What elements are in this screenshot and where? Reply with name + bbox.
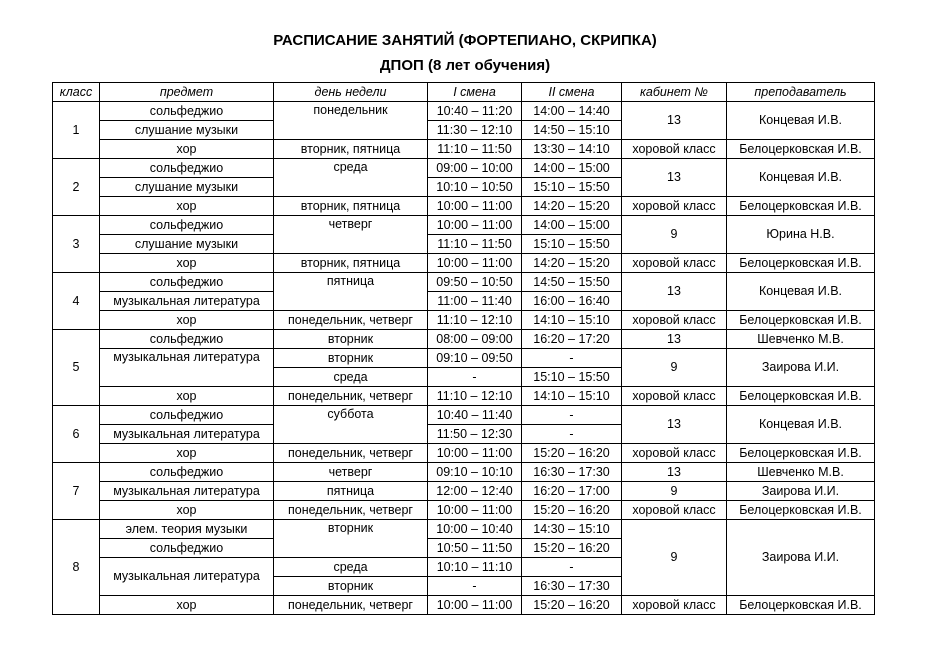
table-cell: 13 (622, 463, 727, 482)
table-cell: вторник, пятница (274, 254, 428, 273)
table-row (53, 406, 875, 425)
table-cell: сольфеджио (100, 102, 274, 121)
table-cell: 11:30 – 12:10 (428, 121, 522, 140)
table-row (53, 596, 875, 615)
table-cell: 10:00 – 11:00 (428, 501, 522, 520)
table-row (53, 311, 875, 330)
table-cell: 6 (53, 406, 100, 463)
table-cell: Концевая И.В. (727, 102, 875, 140)
table-cell: хор (100, 387, 274, 406)
table-cell: 14:30 – 15:10 (522, 520, 622, 539)
table-cell: Концевая И.В. (727, 406, 875, 444)
table-cell: 09:00 – 10:00 (428, 159, 522, 178)
table-cell: - (428, 577, 522, 596)
table-cell: понедельник, четверг (274, 501, 428, 520)
table-cell: 13:30 – 14:10 (522, 140, 622, 159)
table-row (53, 482, 875, 501)
table-cell: Белоцерковская И.В. (727, 140, 875, 159)
table-row (53, 444, 875, 463)
table-cell: сольфеджио (100, 539, 274, 558)
table-cell: - (522, 558, 622, 577)
table-row (53, 387, 875, 406)
table-cell: 09:10 – 10:10 (428, 463, 522, 482)
table-cell: 14:10 – 15:10 (522, 311, 622, 330)
table-cell: Заирова И.И. (727, 349, 875, 387)
header-class: класс (53, 83, 100, 102)
table-cell: хор (100, 501, 274, 520)
table-cell: вторник, пятница (274, 197, 428, 216)
table-cell: хор (100, 197, 274, 216)
table-cell: хор (100, 140, 274, 159)
table-cell: 16:30 – 17:30 (522, 577, 622, 596)
table-cell: 9 (622, 482, 727, 501)
table-cell: 15:20 – 16:20 (522, 596, 622, 615)
table-cell: среда (274, 159, 428, 197)
table-cell: 16:20 – 17:00 (522, 482, 622, 501)
table-cell: сольфеджио (100, 273, 274, 292)
table-cell: хор (100, 444, 274, 463)
table-cell: хор (100, 596, 274, 615)
table-cell: сольфеджио (100, 463, 274, 482)
table-cell: 1 (53, 102, 100, 159)
table-row (53, 273, 875, 292)
table-cell: Белоцерковская И.В. (727, 596, 875, 615)
table-cell: 14:50 – 15:10 (522, 121, 622, 140)
table-cell: 10:00 – 11:00 (428, 197, 522, 216)
table-cell: понедельник, четверг (274, 311, 428, 330)
table-cell: 13 (622, 406, 727, 444)
table-cell: музыкальная литература (100, 292, 274, 311)
table-cell: 10:00 – 11:00 (428, 596, 522, 615)
table-cell: 2 (53, 159, 100, 216)
table-cell: 10:00 – 11:00 (428, 444, 522, 463)
table-cell: вторник (274, 349, 428, 368)
table-cell: 08:00 – 09:00 (428, 330, 522, 349)
table-cell: - (522, 349, 622, 368)
table-cell: 14:20 – 15:20 (522, 197, 622, 216)
table-cell: Шевченко М.В. (727, 330, 875, 349)
table-cell: Шевченко М.В. (727, 463, 875, 482)
table-cell: суббота (274, 406, 428, 444)
table-cell: хоровой класс (622, 501, 727, 520)
table-cell: 09:10 – 09:50 (428, 349, 522, 368)
table-cell: четверг (274, 216, 428, 254)
table-cell: 15:10 – 15:50 (522, 235, 622, 254)
table-cell: Концевая И.В. (727, 273, 875, 311)
table-cell: 13 (622, 330, 727, 349)
table-cell: хоровой класс (622, 387, 727, 406)
table-cell: Белоцерковская И.В. (727, 387, 875, 406)
page-subtitle: ДПОП (8 лет обучения) (379, 57, 551, 74)
table-cell: слушание музыки (100, 121, 274, 140)
table-cell: среда (274, 558, 428, 577)
table-cell: Белоцерковская И.В. (727, 254, 875, 273)
table-cell: Белоцерковская И.В. (727, 311, 875, 330)
table-cell: среда (274, 368, 428, 387)
table-cell: хоровой класс (622, 254, 727, 273)
table-cell: музыкальная литература (100, 425, 274, 444)
table-cell: 13 (622, 102, 727, 140)
table-cell: понедельник, четверг (274, 444, 428, 463)
table-cell: хоровой класс (622, 444, 727, 463)
table-cell: 09:50 – 10:50 (428, 273, 522, 292)
table-cell: 3 (53, 216, 100, 273)
table-cell: вторник, пятница (274, 140, 428, 159)
table-row (53, 159, 875, 178)
table-cell: 9 (622, 349, 727, 387)
table-cell: 11:10 – 11:50 (428, 140, 522, 159)
table-cell: хоровой класс (622, 197, 727, 216)
table-cell: 10:40 – 11:40 (428, 406, 522, 425)
table-cell: вторник (274, 520, 428, 558)
table-row (53, 216, 875, 235)
table-cell: 14:20 – 15:20 (522, 254, 622, 273)
table-cell: 11:00 – 11:40 (428, 292, 522, 311)
table-cell: 11:10 – 11:50 (428, 235, 522, 254)
header-shift-2: II смена (522, 83, 622, 102)
table-cell: понедельник (274, 102, 428, 140)
table-cell: Белоцерковская И.В. (727, 444, 875, 463)
table-cell: 11:10 – 12:10 (428, 311, 522, 330)
table-cell: 10:00 – 11:00 (428, 254, 522, 273)
table-cell: - (522, 425, 622, 444)
table-cell: вторник (274, 577, 428, 596)
table-cell: 15:20 – 16:20 (522, 444, 622, 463)
table-cell: хоровой класс (622, 140, 727, 159)
table-cell: хоровой класс (622, 311, 727, 330)
table-cell: Белоцерковская И.В. (727, 501, 875, 520)
schedule-table (52, 82, 875, 615)
table-cell: - (522, 406, 622, 425)
header-row (53, 83, 875, 102)
table-cell: пятница (274, 273, 428, 311)
table-row (53, 330, 875, 349)
table-cell: элем. теория музыки (100, 520, 274, 539)
table-cell: сольфеджио (100, 216, 274, 235)
table-cell: 10:50 – 11:50 (428, 539, 522, 558)
table-cell: 10:40 – 11:20 (428, 102, 522, 121)
table-cell: 10:10 – 11:10 (428, 558, 522, 577)
table-cell: 4 (53, 273, 100, 330)
table-cell: вторник (274, 330, 428, 349)
table-cell: 10:10 – 10:50 (428, 178, 522, 197)
table-row (53, 520, 875, 539)
table-cell: сольфеджио (100, 330, 274, 349)
table-cell: Заирова И.И. (727, 482, 875, 501)
table-row (53, 102, 875, 121)
table-cell: 15:10 – 15:50 (522, 178, 622, 197)
table-cell: четверг (274, 463, 428, 482)
table-cell: 12:00 – 12:40 (428, 482, 522, 501)
table-cell: 15:20 – 16:20 (522, 539, 622, 558)
schedule-body (53, 102, 875, 615)
table-cell: музыкальная литература (100, 558, 274, 596)
table-row (53, 197, 875, 216)
header-subject: предмет (100, 83, 274, 102)
table-cell: 10:00 – 10:40 (428, 520, 522, 539)
table-cell: 14:50 – 15:50 (522, 273, 622, 292)
table-cell: 16:30 – 17:30 (522, 463, 622, 482)
header-shift-1: I смена (428, 83, 522, 102)
header-teacher: преподаватель (727, 83, 875, 102)
table-cell: 10:00 – 11:00 (428, 216, 522, 235)
table-cell: музыкальная литература (100, 349, 274, 387)
table-cell: 14:00 – 14:40 (522, 102, 622, 121)
table-cell: сольфеджио (100, 406, 274, 425)
page-title: РАСПИСАНИЕ ЗАНЯТИЙ (ФОРТЕПИАНО, СКРИПКА) (273, 32, 657, 49)
table-cell: Заирова И.И. (727, 520, 875, 596)
header-room: кабинет № (622, 83, 727, 102)
table-cell: 5 (53, 330, 100, 406)
table-cell: 11:50 – 12:30 (428, 425, 522, 444)
table-cell: музыкальная литература (100, 482, 274, 501)
table-cell: 9 (622, 520, 727, 596)
table-cell: 11:10 – 12:10 (428, 387, 522, 406)
table-cell: Концевая И.В. (727, 159, 875, 197)
table-cell: 9 (622, 216, 727, 254)
header-weekday: день недели (274, 83, 428, 102)
table-cell: 7 (53, 463, 100, 520)
table-cell: 14:10 – 15:10 (522, 387, 622, 406)
table-cell: слушание музыки (100, 235, 274, 254)
table-cell: 15:20 – 16:20 (522, 501, 622, 520)
table-row (53, 501, 875, 520)
table-cell: понедельник, четверг (274, 387, 428, 406)
table-row (53, 254, 875, 273)
table-cell: 15:10 – 15:50 (522, 368, 622, 387)
table-cell: хоровой класс (622, 596, 727, 615)
table-cell: 14:00 – 15:00 (522, 159, 622, 178)
table-cell: сольфеджио (100, 159, 274, 178)
table-row (53, 140, 875, 159)
table-cell: 8 (53, 520, 100, 615)
table-cell: 16:00 – 16:40 (522, 292, 622, 311)
table-cell: хор (100, 311, 274, 330)
table-cell: понедельник, четверг (274, 596, 428, 615)
table-cell: Белоцерковская И.В. (727, 197, 875, 216)
table-cell: 14:00 – 15:00 (522, 216, 622, 235)
table-cell: 13 (622, 159, 727, 197)
table-cell: слушание музыки (100, 178, 274, 197)
table-cell: пятница (274, 482, 428, 501)
table-row (53, 349, 875, 368)
table-row (53, 463, 875, 482)
table-cell: 13 (622, 273, 727, 311)
table-cell: хор (100, 254, 274, 273)
table-cell: Юрина Н.В. (727, 216, 875, 254)
table-cell: 16:20 – 17:20 (522, 330, 622, 349)
table-cell: - (428, 368, 522, 387)
